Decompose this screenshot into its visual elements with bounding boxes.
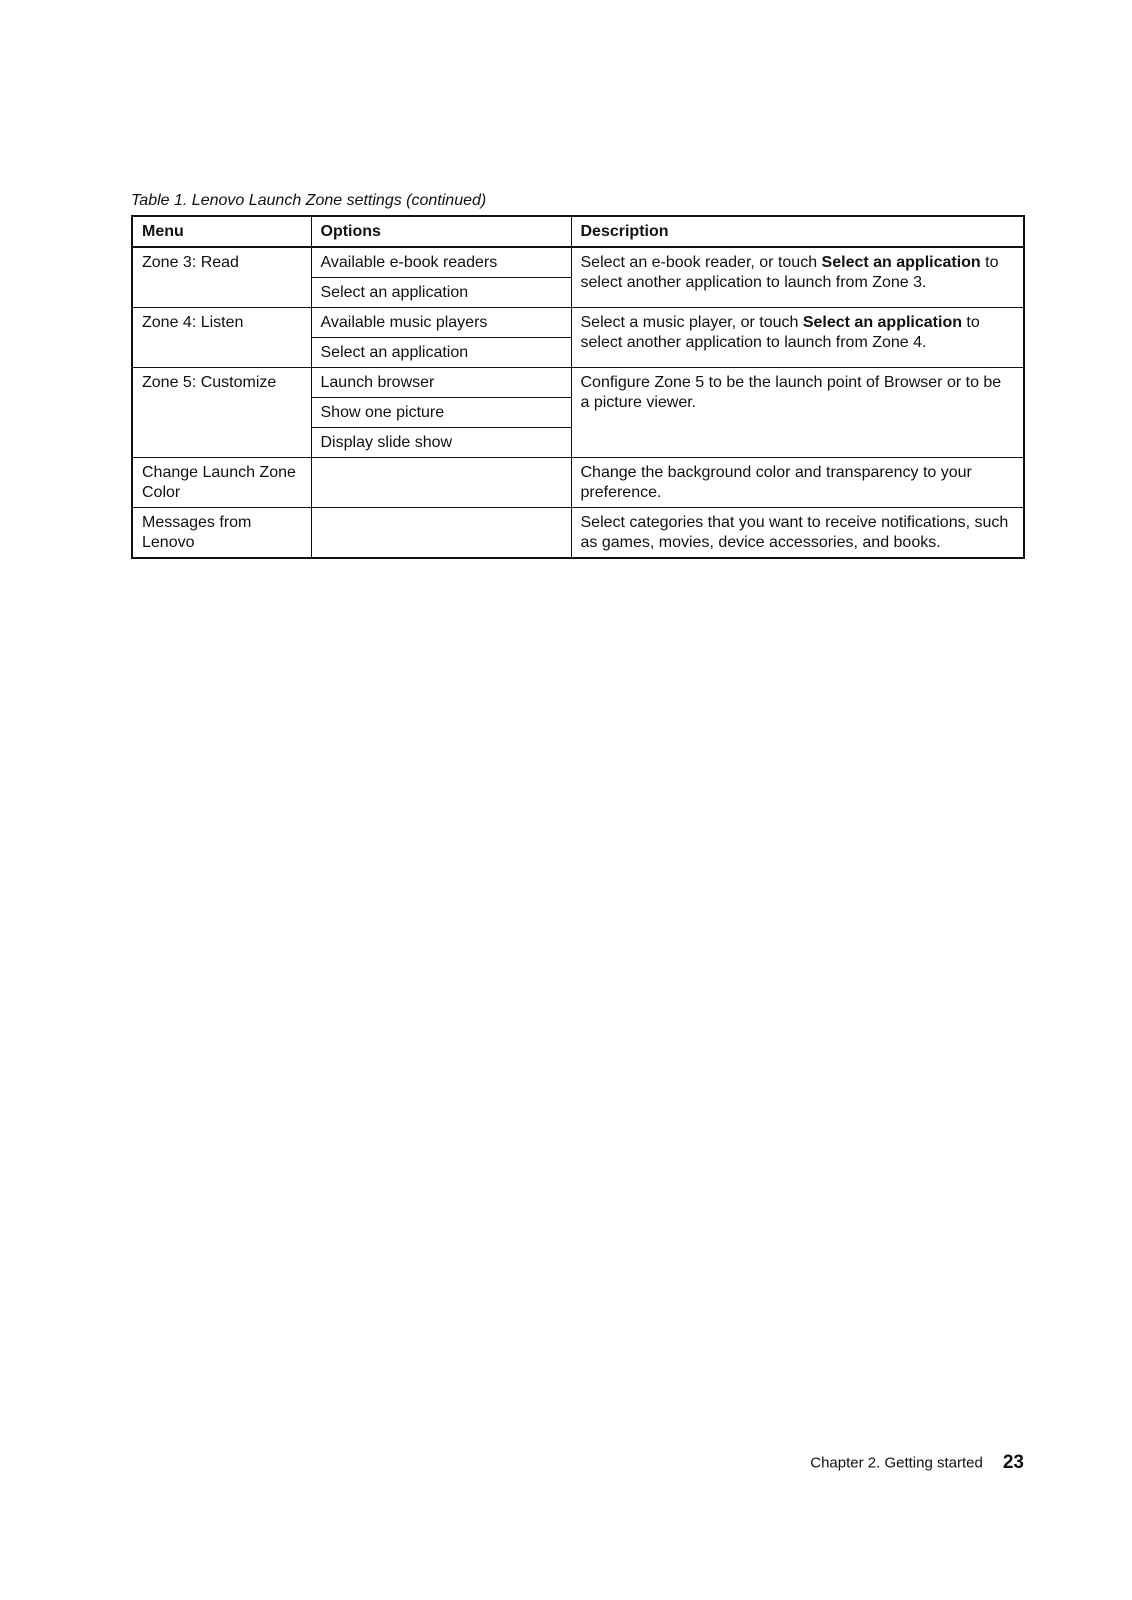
chapter-title: Chapter 2. Getting started <box>810 1454 983 1472</box>
description-bold-text: Select an application <box>821 254 981 271</box>
page-number: 23 <box>1002 1452 1024 1473</box>
table-row-zone3 <box>132 247 1024 278</box>
launch-zone-settings-table <box>131 215 1025 559</box>
page-footer <box>810 1452 1024 1474</box>
description-text: to select another application to launch from Zone 4. <box>580 314 980 351</box>
option-cell <box>311 508 571 559</box>
table-header-row <box>132 216 1024 247</box>
option-cell: Select an application <box>311 338 571 368</box>
option-cell: Available e-book readers <box>311 247 571 278</box>
description-cell: Change the background color and transparency to your preference. <box>571 458 1024 508</box>
option-cell <box>311 458 571 508</box>
table-row-messages <box>132 508 1024 559</box>
table-row-zone4 <box>132 308 1024 338</box>
option-cell: Launch browser <box>311 368 571 398</box>
menu-cell: Zone 4: Listen <box>132 308 311 368</box>
option-cell: Available music players <box>311 308 571 338</box>
menu-cell: Zone 5: Customize <box>132 368 311 458</box>
option-cell: Display slide show <box>311 428 571 458</box>
description-bold-text: Select an application <box>802 314 962 331</box>
menu-cell: Change Launch Zone Color <box>132 458 311 508</box>
option-cell: Show one picture <box>311 398 571 428</box>
table-row-launch-zone-color <box>132 458 1024 508</box>
option-cell: Select an application <box>311 278 571 308</box>
description-cell: Select categories that you want to receive notifications, such as games, movies, device accessories, and books. <box>571 508 1024 559</box>
description-text: to select another application to launch from Zone 3. <box>580 254 999 291</box>
header-menu: Menu <box>132 216 311 247</box>
header-description: Description <box>571 216 1024 247</box>
description-text: Select an e-book reader, or touch <box>580 254 822 271</box>
header-options: Options <box>311 216 571 247</box>
table-caption: Table 1. Lenovo Launch Zone settings (continued) <box>131 192 487 209</box>
menu-cell: Messages from Lenovo <box>132 508 311 559</box>
description-cell: Configure Zone 5 to be the launch point of Browser or to be a picture viewer. <box>571 368 1024 458</box>
table-row-zone5 <box>132 368 1024 398</box>
description-text: Select a music player, or touch <box>580 314 803 331</box>
description-cell <box>571 308 1024 368</box>
description-cell <box>571 247 1024 308</box>
menu-cell: Zone 3: Read <box>132 247 311 308</box>
